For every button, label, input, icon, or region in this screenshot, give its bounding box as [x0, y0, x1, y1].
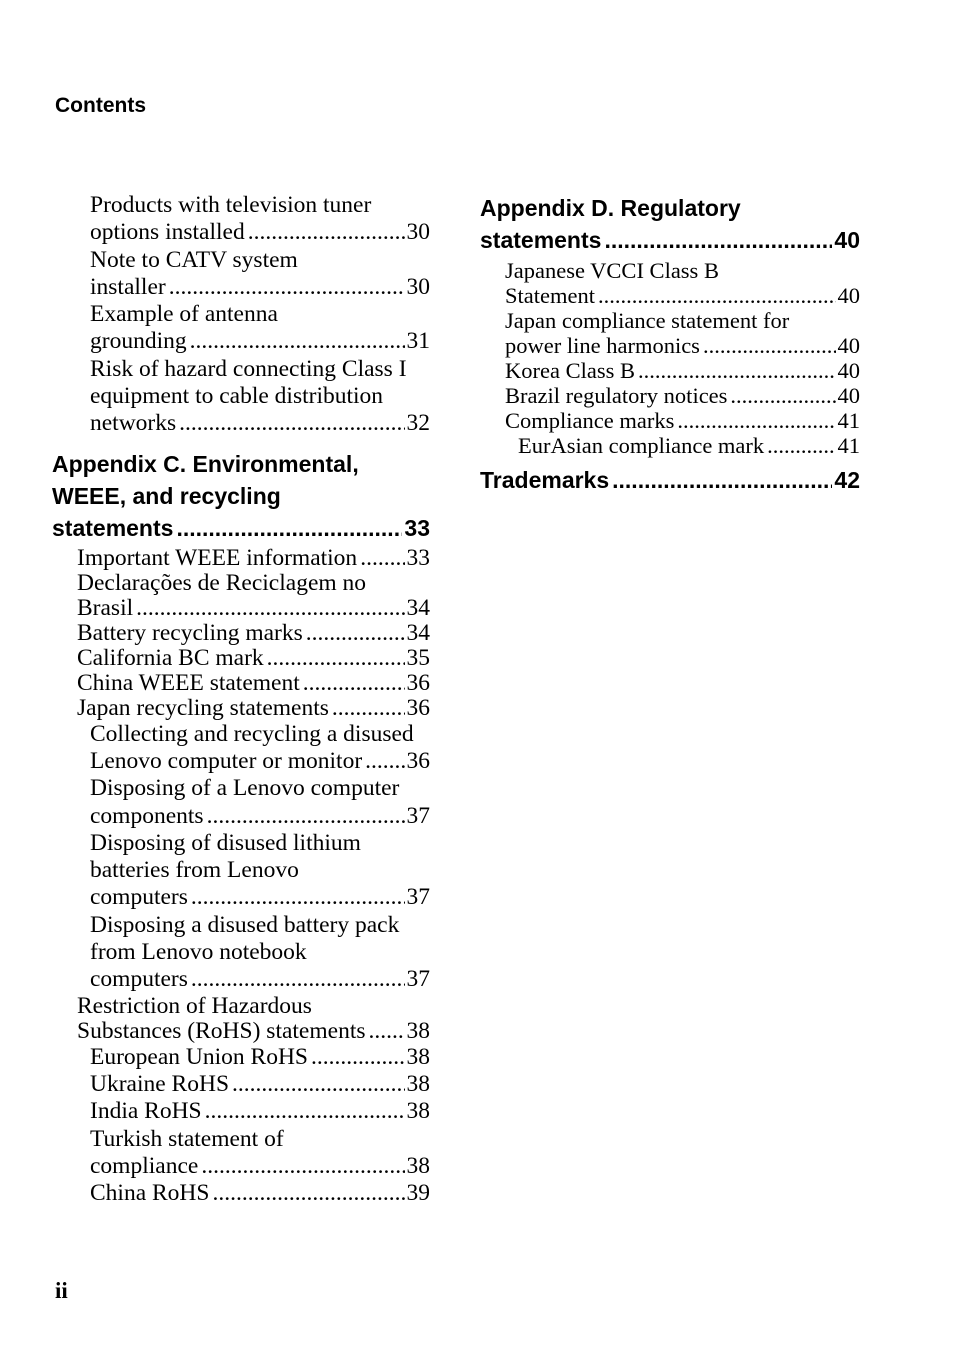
dot-leader	[730, 383, 835, 408]
toc-appendix-c[interactable]	[52, 448, 430, 544]
dot-leader	[612, 464, 832, 496]
page-number: 35	[406, 644, 430, 671]
page-number: 34	[406, 619, 430, 646]
dot-leader	[767, 433, 835, 458]
toc-entry-text: Compliance marks	[505, 408, 675, 433]
page-number: 36	[406, 669, 430, 696]
page-number: 30	[406, 273, 430, 300]
toc-entry-text: computers	[90, 966, 188, 993]
dot-leader	[207, 803, 405, 830]
page-number: 40	[837, 358, 860, 383]
dot-leader	[267, 646, 405, 671]
page-number: 36	[406, 747, 430, 774]
dot-leader	[638, 358, 836, 383]
toc-entry-text: Japanese VCCI Class B	[505, 258, 719, 283]
dot-leader	[360, 546, 404, 571]
toc-entry-text: Disposing of disused lithium	[90, 829, 361, 856]
toc-entry-battery-pack[interactable]	[52, 912, 430, 994]
toc-entry-brazil[interactable]	[480, 383, 860, 408]
toc-entry-text: networks	[90, 410, 177, 437]
dot-leader	[365, 748, 404, 775]
page-number: 37	[406, 802, 430, 829]
toc-entry-text: Turkish statement of	[90, 1125, 284, 1152]
toc-entry-vcci[interactable]	[480, 258, 860, 308]
toc-entry-rohs[interactable]	[52, 994, 430, 1044]
page-number: 40	[837, 383, 860, 408]
dot-leader	[306, 621, 405, 646]
dot-leader	[191, 884, 405, 911]
toc-entry-text: Collecting and recycling a disused	[90, 720, 414, 747]
toc-entry-china-rohs[interactable]	[52, 1180, 430, 1207]
toc-entry-text: installer	[90, 273, 166, 300]
toc-entry-text: Japan recycling statements	[77, 694, 329, 721]
toc-entry-text: China RoHS	[90, 1180, 210, 1207]
toc-entry-text: options installed	[90, 219, 245, 246]
page-number: 38	[406, 1152, 430, 1179]
toc-entry-text: China WEEE statement	[77, 669, 300, 696]
toc-entry-text: components	[90, 802, 204, 829]
page-number: 40	[837, 333, 860, 358]
page-number: 33	[404, 514, 430, 541]
running-header: Contents	[55, 94, 146, 117]
page-number: 40	[837, 283, 860, 308]
toc-entry-text: Restriction of Hazardous	[77, 992, 312, 1019]
toc-entry-text: Brazil regulatory notices	[505, 383, 728, 408]
toc-entry-california[interactable]	[52, 646, 430, 671]
page-number: 41	[837, 408, 860, 433]
toc-entry-korea[interactable]	[480, 358, 860, 383]
toc-entry-text: Lenovo computer or monitor	[90, 747, 363, 774]
dot-leader	[205, 1098, 405, 1125]
toc-entry-text: India RoHS	[90, 1098, 202, 1125]
dot-leader	[190, 328, 405, 355]
dot-leader	[136, 596, 404, 621]
toc-entry-weee-info[interactable]	[52, 546, 430, 571]
toc-right-column	[480, 192, 860, 498]
toc-entry-ukraine-rohs[interactable]	[52, 1071, 430, 1098]
toc-entry-text: EurAsian compliance mark	[518, 433, 765, 458]
page-number: 39	[406, 1180, 430, 1207]
dot-leader	[191, 966, 405, 993]
page-number: 33	[406, 544, 430, 571]
appendix-title: WEEE, and recycling	[52, 482, 281, 509]
toc-entry-text: Statement	[505, 283, 595, 308]
toc-entry-text: Products with television tuner	[90, 192, 372, 218]
page-number: 42	[834, 467, 860, 493]
page-number: 30	[406, 219, 430, 246]
dot-leader	[332, 696, 405, 721]
page-number: 37	[406, 884, 430, 911]
toc-entry-class-i-hazard[interactable]	[52, 356, 430, 438]
toc-entry-turkish[interactable]	[52, 1126, 430, 1181]
toc-entry-compliance-marks[interactable]	[480, 408, 860, 433]
page-number: 41	[837, 433, 860, 458]
toc-entry-text: European Union RoHS	[90, 1043, 309, 1070]
toc-entry-text: grounding	[90, 328, 187, 355]
appendix-title: Appendix D. Regulatory	[480, 195, 741, 221]
toc-entry-text: batteries from Lenovo	[90, 857, 299, 884]
toc-left-column	[52, 192, 430, 1207]
dot-leader	[176, 512, 402, 544]
toc-entry-text: Note to CATV system	[90, 246, 298, 273]
toc-entry-text: Risk of hazard connecting Class I	[90, 355, 407, 382]
dot-leader	[201, 1153, 404, 1180]
dot-leader	[212, 1180, 404, 1207]
appendix-title: Trademarks	[480, 467, 610, 493]
page-number: 37	[406, 966, 430, 993]
page-number: 38	[406, 1098, 430, 1125]
toc-entry-text: Substances (RoHS) statements	[77, 1017, 366, 1044]
toc-entry-text: equipment to cable distribution	[90, 383, 384, 410]
appendix-title: statements	[480, 227, 602, 253]
toc-entry-battery-marks[interactable]	[52, 621, 430, 646]
toc-entry-harmonics[interactable]	[480, 308, 860, 358]
toc-entry-china-weee[interactable]	[52, 671, 430, 696]
toc-trademarks[interactable]	[480, 464, 860, 496]
toc-entry-text: power line harmonics	[505, 333, 700, 358]
dot-leader	[604, 224, 832, 256]
toc-entry-antenna-grounding[interactable]	[52, 301, 430, 356]
toc-entry-text: computers	[90, 884, 188, 911]
toc-entry-text: Important WEEE information	[77, 544, 358, 571]
appendix-title: Appendix C. Environmental,	[52, 450, 359, 477]
toc-entry-japan-recycling[interactable]	[52, 696, 430, 721]
toc-appendix-d[interactable]	[480, 192, 860, 256]
toc-entry-text: Disposing a disused battery pack	[90, 911, 400, 938]
toc-entry-text: California BC mark	[77, 644, 264, 671]
toc-entry-text: Korea Class B	[505, 358, 635, 383]
dot-leader	[179, 410, 404, 437]
dot-leader	[232, 1071, 404, 1098]
toc-entry-catv-installer[interactable]	[52, 247, 430, 302]
page-number: 31	[406, 328, 430, 355]
page-number: 38	[406, 1070, 430, 1097]
dot-leader	[311, 1044, 404, 1071]
toc-entry-text: Brasil	[77, 594, 134, 621]
dot-leader	[598, 283, 836, 308]
toc-entry-disposing-components[interactable]	[52, 775, 430, 830]
page-number: 36	[406, 694, 430, 721]
toc-entry-india-rohs[interactable]	[52, 1098, 430, 1125]
dot-leader	[169, 274, 405, 301]
page-number: 38	[406, 1017, 430, 1044]
toc-entry-text: Example of antenna	[90, 301, 278, 328]
toc-entry-text: Ukraine RoHS	[90, 1070, 230, 1097]
dot-leader	[248, 219, 405, 246]
dot-leader	[677, 408, 835, 433]
toc-entry-text: from Lenovo notebook	[90, 939, 307, 966]
dot-leader	[703, 333, 836, 358]
page-number: 38	[406, 1043, 430, 1070]
page-number: 40	[834, 227, 860, 253]
page-number: 34	[406, 594, 430, 621]
toc-entry-eurasian[interactable]	[480, 433, 860, 458]
page-footer-number: ii	[55, 1278, 68, 1303]
toc-entry-eu-rohs[interactable]	[52, 1044, 430, 1071]
toc-entry-text: Declarações de Reciclagem no	[77, 569, 367, 596]
toc-entry-brasil[interactable]	[52, 571, 430, 621]
toc-entry-text: Disposing of a Lenovo computer	[90, 775, 400, 802]
toc-entry-lithium-batteries[interactable]	[52, 830, 430, 912]
toc-entry-collecting[interactable]	[52, 721, 430, 776]
toc-entry-text: Battery recycling marks	[77, 619, 303, 646]
page-number: 32	[406, 410, 430, 437]
dot-leader	[303, 671, 405, 696]
toc-entry-tv-tuner[interactable]	[52, 192, 430, 247]
dot-leader	[369, 1019, 405, 1044]
toc-entry-text: Japan compliance statement for	[505, 308, 790, 333]
toc-entry-text: compliance	[90, 1152, 199, 1179]
appendix-title: statements	[52, 514, 174, 541]
